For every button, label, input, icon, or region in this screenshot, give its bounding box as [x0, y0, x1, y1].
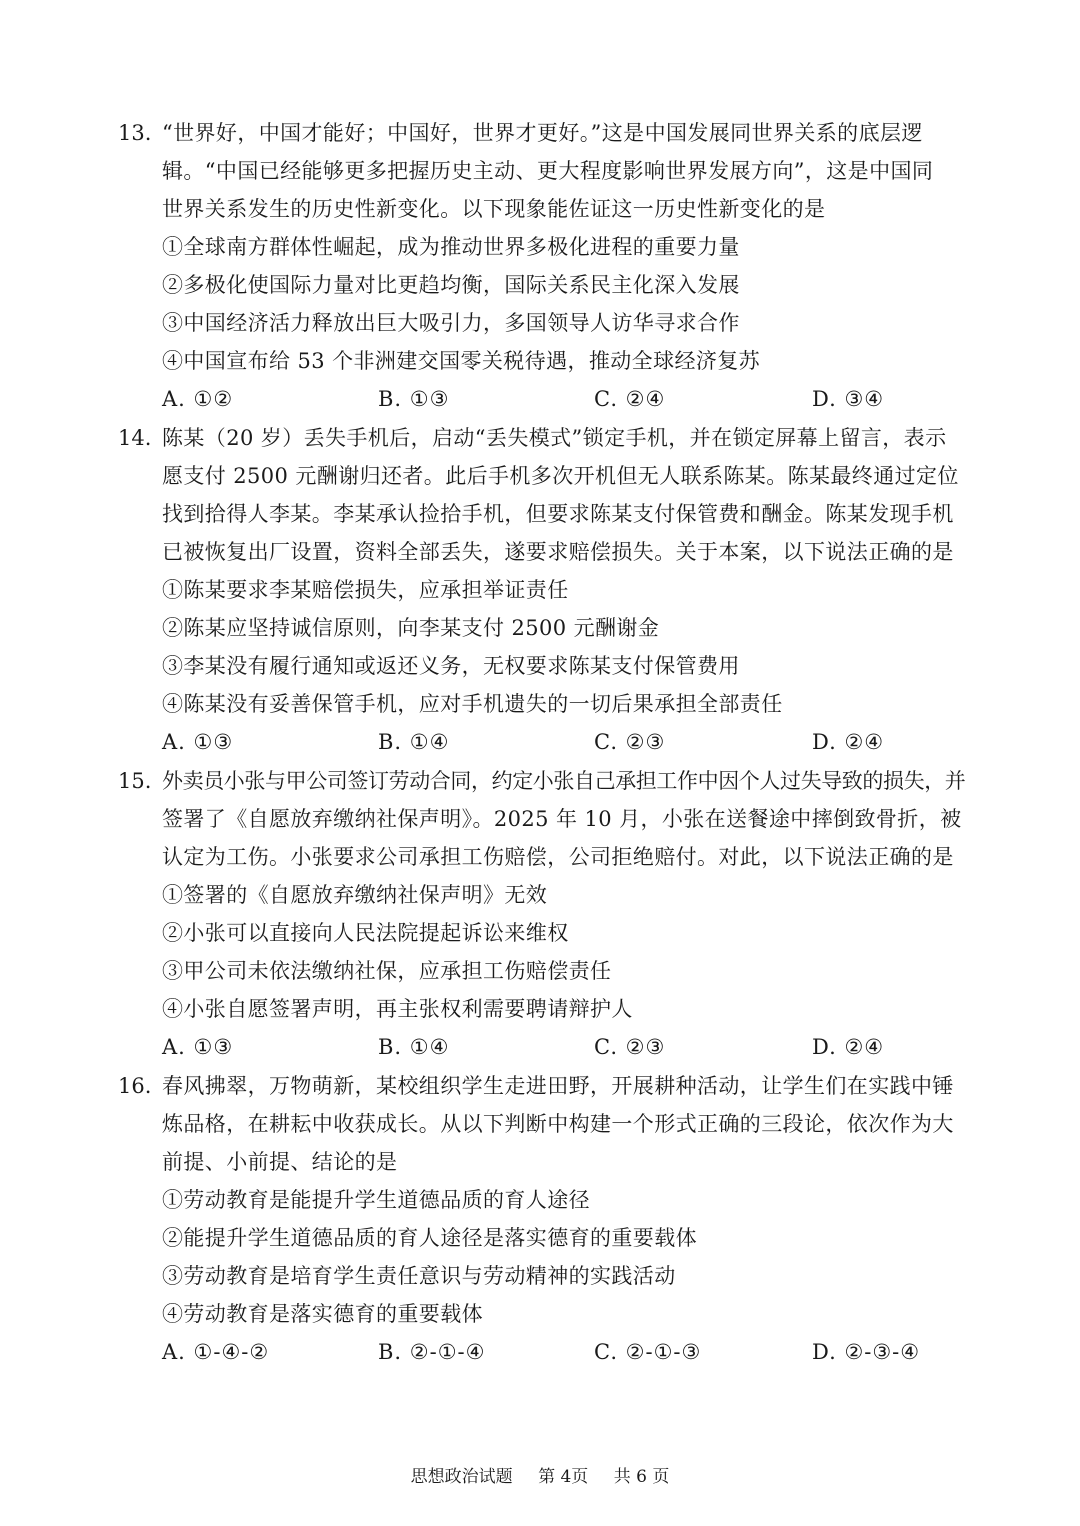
footer-total-pages: 共 6 页: [613, 1467, 670, 1487]
question-stem-line: 春风拂翠，万物萌新，某校组织学生走进田野，开展耕种活动，让学生们在实践中锤: [162, 1074, 954, 1098]
option-a: A. ①-④-②: [162, 1340, 270, 1364]
statement: ①全球南方群体性崛起，成为推动世界多极化进程的重要力量: [162, 235, 740, 259]
statement: ④劳动教育是落实德育的重要载体: [162, 1302, 483, 1326]
question-stem-line: 找到拾得人李某。李某承认捡拾手机，但要求陈某支付保管费和酬金。陈某发现手机: [162, 502, 954, 526]
option-a: A. ①③: [162, 730, 234, 754]
question-number: 16.: [118, 1074, 152, 1098]
statement: ①陈某要求李某赔偿损失，应承担举证责任: [162, 578, 569, 602]
option-c: C. ②④: [594, 387, 666, 411]
question-stem-line: “世界好，中国才能好；中国好，世界才更好。”这是中国发展同世界关系的底层逻: [162, 121, 923, 145]
option-b: B. ①④: [378, 1035, 450, 1059]
option-d: D. ②④: [812, 730, 885, 754]
question-number: 14.: [118, 426, 152, 450]
question-stem-line: 辑。“中国已经能够更多把握历史主动、更大程度影响世界发展方向”，这是中国同: [162, 159, 934, 183]
statement: ③劳动教育是培育学生责任意识与劳动精神的实践活动: [162, 1264, 676, 1288]
question-stem-line: 陈某（20 岁）丢失手机后，启动“丢失模式”锁定手机，并在锁定屏幕上留言，表示: [162, 426, 947, 450]
statement: ③李某没有履行通知或返还义务，无权要求陈某支付保管费用: [162, 654, 740, 678]
statement: ②能提升学生道德品质的育人途径是落实德育的重要载体: [162, 1226, 697, 1250]
question-stem-line: 已被恢复出厂设置，资料全部丢失，遂要求赔偿损失。关于本案，以下说法正确的是: [162, 540, 954, 564]
question-stem-line: 世界关系发生的历史性新变化。以下现象能佐证这一历史性新变化的是: [162, 197, 826, 221]
option-d: D. ②-③-④: [812, 1340, 921, 1364]
statement: ④中国宣布给 53 个非洲建交国零关税待遇，推动全球经济复苏: [162, 349, 761, 373]
statement: ②多极化使国际力量对比更趋均衡，国际关系民主化深入发展: [162, 273, 740, 297]
statement: ②小张可以直接向人民法院提起诉讼来维权: [162, 921, 569, 945]
statement: ③甲公司未依法缴纳社保，应承担工伤赔偿责任: [162, 959, 612, 983]
option-b: B. ①④: [378, 730, 450, 754]
question-stem-line: 炼品格，在耕耘中收获成长。从以下判断中构建一个形式正确的三段论，依次作为大: [162, 1112, 954, 1136]
option-d: D. ③④: [812, 387, 885, 411]
footer-page-number: 第 4页: [538, 1467, 589, 1487]
option-b: B. ②-①-④: [378, 1340, 486, 1364]
question-stem-line: 外卖员小张与甲公司签订劳动合同，约定小张自己承担工作中因个人过失导致的损失，并: [162, 769, 966, 793]
question-number: 13.: [118, 121, 152, 145]
option-c: C. ②-①-③: [594, 1340, 702, 1364]
option-a: A. ①②: [162, 387, 234, 411]
statement: ④陈某没有妥善保管手机，应对手机遗失的一切后果承担全部责任: [162, 692, 783, 716]
question-stem-line: 认定为工伤。小张要求公司承担工伤赔偿，公司拒绝赔付。对此，以下说法正确的是: [162, 845, 954, 869]
option-c: C. ②③: [594, 1035, 666, 1059]
footer-subject: 思想政治试题: [410, 1467, 513, 1487]
statement: ③中国经济活力释放出巨大吸引力，多国领导人访华寻求合作: [162, 311, 740, 335]
option-a: A. ①③: [162, 1035, 234, 1059]
statement: ②陈某应坚持诚信原则，向李某支付 2500 元酬谢金: [162, 616, 660, 640]
option-b: B. ①③: [378, 387, 450, 411]
option-d: D. ②④: [812, 1035, 885, 1059]
question-stem-line: 前提、小前提、结论的是: [162, 1150, 398, 1174]
question-stem-line: 签署了《自愿放弃缴纳社保声明》。2025 年 10 月，小张在送餐途中摔倒致骨折，被: [162, 807, 962, 831]
statement: ④小张自愿签署声明，再主张权利需要聘请辩护人: [162, 997, 633, 1021]
statement: ①签署的《自愿放弃缴纳社保声明》无效: [162, 883, 548, 907]
page-footer: [0, 1465, 1080, 1489]
question-number: 15.: [118, 769, 152, 793]
question-stem-line: 愿支付 2500 元酬谢归还者。此后手机多次开机但无人联系陈某。陈某最终通过定位: [162, 464, 959, 488]
statement: ①劳动教育是能提升学生道德品质的育人途径: [162, 1188, 590, 1212]
option-c: C. ②③: [594, 730, 666, 754]
